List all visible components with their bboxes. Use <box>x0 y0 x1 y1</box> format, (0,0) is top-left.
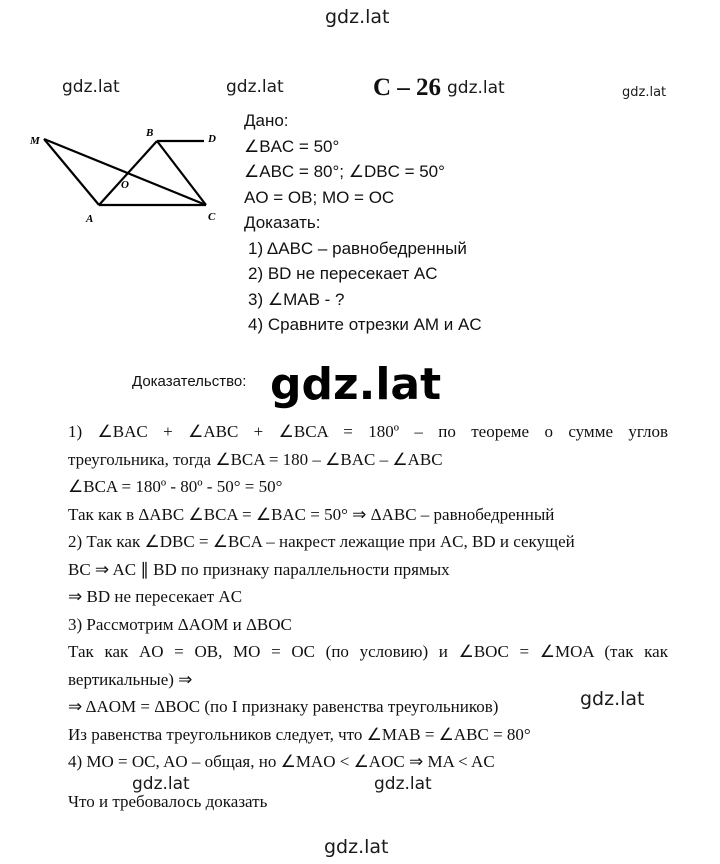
given-line: AO = OB; MO = OC <box>244 187 395 207</box>
proof-body <box>68 418 668 815</box>
proof-line: ⇒ ΔAOM = ΔBOC (по I признаку равенства треугольников) <box>68 697 499 716</box>
given-header: Дано: <box>244 111 289 130</box>
proof-line: вертикальные) ⇒ <box>68 669 193 689</box>
segment-MA <box>44 139 99 205</box>
prove-item: 1) ΔABC – равнобедренный <box>248 238 467 258</box>
page-title: C – 26 <box>373 74 442 101</box>
proof-line: ∠BCA = 180º - 80º - 50° = 50° <box>68 477 283 496</box>
proof-header: Доказательство: <box>132 373 247 390</box>
prove-header: Доказать: <box>244 213 321 232</box>
point-label-C: C <box>208 211 216 223</box>
point-label-D: D <box>208 133 216 145</box>
proof-line: Из равенства треугольников следует, что ∠MAB = ∠ABC = 80° <box>68 724 531 744</box>
proof-line: ⇒ BD не пересекает AC <box>68 587 243 606</box>
watermark: gdz.lat <box>324 836 389 858</box>
proof-line: BC ⇒ AC ∥ BD по признаку параллельности прямых <box>68 559 450 579</box>
watermark: gdz.lat <box>132 774 190 794</box>
proof-line: 1) ∠BAC + ∠ABC + ∠BCA = 180º – по теореме о сумме углов <box>68 422 668 441</box>
prove-item: 2) BD не пересекает AC <box>248 264 438 283</box>
watermark: gdz.lat <box>374 774 432 794</box>
segment-AB <box>99 141 157 205</box>
watermark: gdz.lat <box>447 78 505 98</box>
point-label-M: M <box>30 135 40 147</box>
proof-line: 3) Рассмотрим ΔAOM и ΔBOC <box>68 614 292 634</box>
geometry-figure <box>28 124 248 234</box>
watermark: gdz.lat <box>62 77 120 97</box>
watermark: gdz.lat <box>622 85 667 100</box>
proof-line: Так как AO = OB, MO = OC (по условию) и ∠BOC = ∠MOA (так как <box>68 642 668 661</box>
point-label-B: B <box>146 127 154 139</box>
given-line: ∠ABC = 80°; ∠DBC = 50° <box>244 162 445 181</box>
watermark: gdz.lat <box>226 77 284 97</box>
given-block <box>244 108 482 338</box>
watermark-large: gdz.lat <box>270 359 442 410</box>
proof-line: 2) Так как ∠DBC = ∠BCA – накрест лежащие при AC, BD и секущей <box>68 532 575 551</box>
point-label-A: A <box>86 213 94 225</box>
given-line: ∠BAC = 50° <box>244 136 340 156</box>
prove-item: 4) Сравните отрезки AM и AC <box>248 315 482 334</box>
prove-item: 3) ∠MAB - ? <box>248 289 345 309</box>
watermark: gdz.lat <box>325 6 390 28</box>
watermark: gdz.lat <box>580 688 645 710</box>
proof-line: Что и требовалось доказать <box>68 791 268 811</box>
proof-line: Так как в ΔABC ∠BCA = ∠BAC = 50° ⇒ ΔABC – равнобедренный <box>68 504 555 524</box>
proof-line: треугольника, тогда ∠BCA = 180 – ∠BAC – ∠ABC <box>68 449 443 469</box>
point-label-O: O <box>121 179 129 191</box>
proof-line: 4) MO = OC, AO – общая, но ∠MAO < ∠AOC ⇒ MA < AC <box>68 752 495 771</box>
